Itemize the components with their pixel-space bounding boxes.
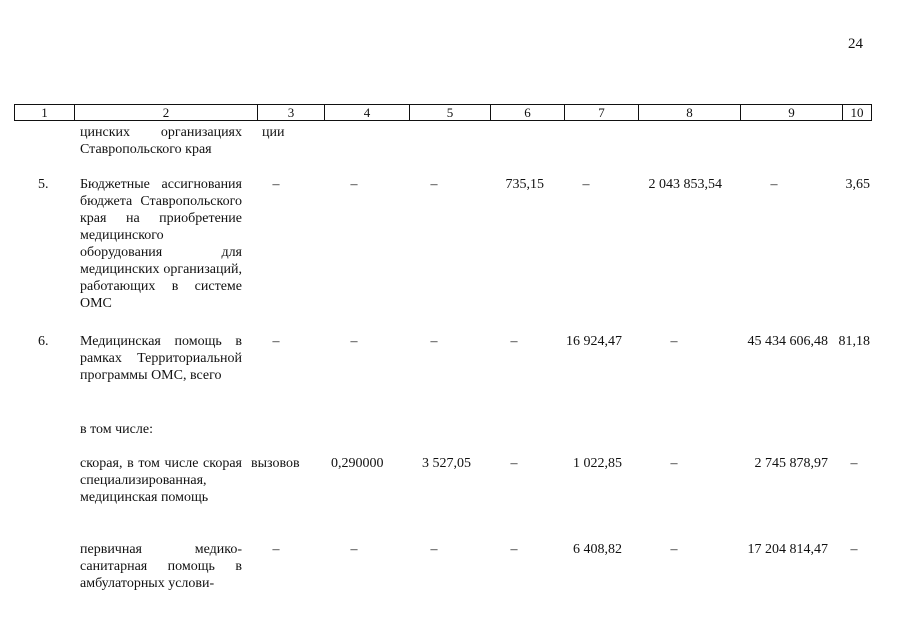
row-6b-col3: – <box>272 542 280 557</box>
header-col-3: 3 <box>258 105 325 120</box>
row-cont-unit: ции <box>262 125 285 140</box>
row-6b-col4: – <box>350 542 358 557</box>
header-col-8: 8 <box>639 105 741 120</box>
header-col-10: 10 <box>850 105 864 120</box>
row-6a-col3: вызовов <box>251 456 300 471</box>
header-col-5: 5 <box>410 105 491 120</box>
row-6a-col10: – <box>850 456 858 471</box>
row-6-description: Медицинская помощь в рамках Территориальной программы ОМС, всего <box>80 334 242 383</box>
page-number: 24 <box>848 36 863 52</box>
row-6a-col6: – <box>510 456 518 471</box>
row-5-col10: 3,65 <box>845 177 870 192</box>
row-5-col7: – <box>582 177 590 192</box>
row-6-col8: – <box>670 334 678 349</box>
row-6b-col5: – <box>430 542 438 557</box>
row-6b-col9: 17 204 814,47 <box>747 542 828 557</box>
row-6a-col4: 0,290000 <box>331 456 384 471</box>
row-cont-description: цинских организациях Ставропольского края <box>80 125 242 157</box>
row-6-col4: – <box>350 334 358 349</box>
row-6b-col7: 6 408,82 <box>573 542 622 557</box>
row-6-number: 6. <box>38 334 49 349</box>
row-6a-col8: – <box>670 456 678 471</box>
header-col-7: 7 <box>565 105 639 120</box>
row-6a-col7: 1 022,85 <box>573 456 622 471</box>
row-6a-col5: 3 527,05 <box>422 456 471 471</box>
row-5-col5: – <box>430 177 438 192</box>
subheading-including: в том числе: <box>80 422 153 437</box>
row-6-col10: 81,18 <box>838 334 870 349</box>
row-6b-col8: – <box>670 542 678 557</box>
row-5-col8: 2 043 853,54 <box>648 177 722 192</box>
row-5-col3: – <box>272 177 280 192</box>
row-5-col4: – <box>350 177 358 192</box>
header-col-2: 2 <box>75 105 258 120</box>
row-6a-col9: 2 745 878,97 <box>754 456 828 471</box>
row-5-description: Бюджетные ассигнования бюджета Ставропольского края на приобретение медицинского оборудования для медицинских организаций, работающих в системе ОМС <box>80 177 242 311</box>
row-5-col9: – <box>770 177 778 192</box>
header-col-6: 6 <box>491 105 565 120</box>
row-6b-col10: – <box>850 542 858 557</box>
header-col-1: 1 <box>15 105 75 120</box>
row-6-col5: – <box>430 334 438 349</box>
row-6b-col6: – <box>510 542 518 557</box>
header-col-4: 4 <box>325 105 410 120</box>
header-col-9: 9 <box>741 105 843 120</box>
row-5-col6: 735,15 <box>505 177 544 192</box>
row-6-col6: – <box>510 334 518 349</box>
row-6-col3: – <box>272 334 280 349</box>
row-6b-description: первичная медико-санитарная помощь в амбулаторных услови- <box>80 542 242 591</box>
row-6-col9: 45 434 606,48 <box>747 334 828 349</box>
row-5-number: 5. <box>38 177 49 192</box>
row-6a-description: скорая, в том числе скорая специализированная, медицинская помощь <box>80 456 242 505</box>
row-6-col7: 16 924,47 <box>566 334 622 349</box>
table-header-row <box>14 104 872 121</box>
